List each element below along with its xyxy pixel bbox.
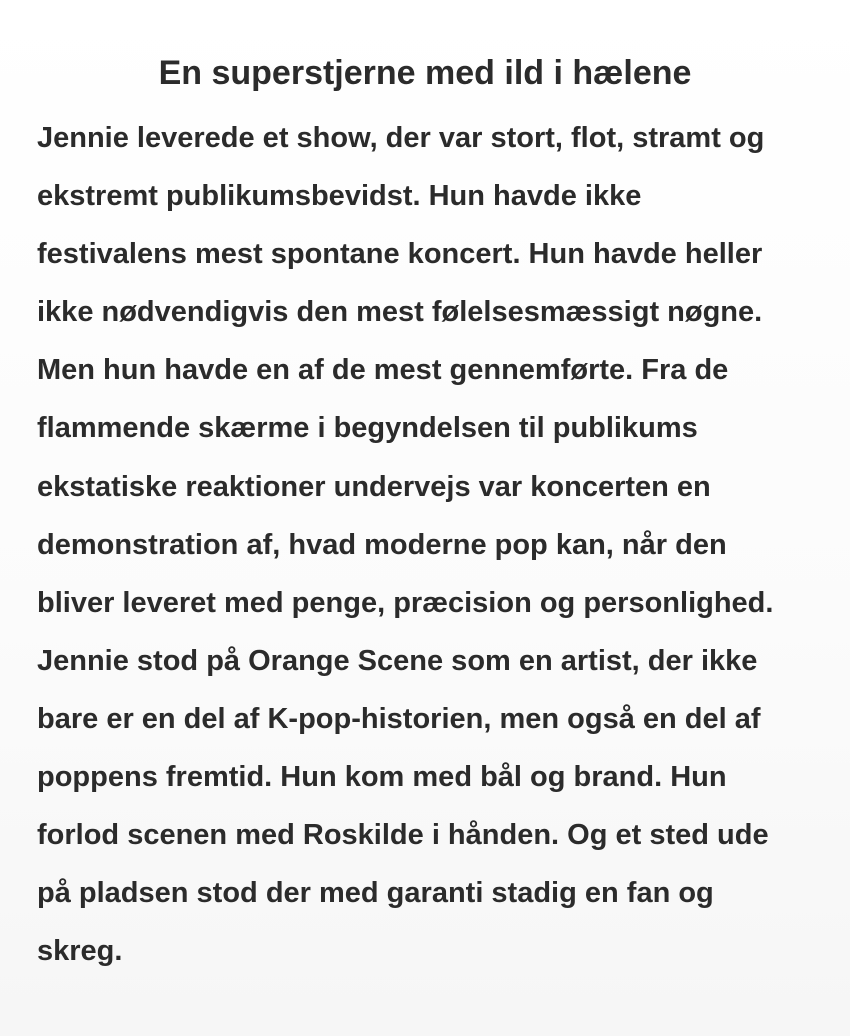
body-line: ikke nødvendigvis den mest følelsesmæssigt nøgne. bbox=[37, 296, 763, 329]
body-line: Men hun havde en af de mest gennemførte. Fra de bbox=[37, 354, 729, 387]
body-line: på pladsen stod der med garanti stadig en fan og bbox=[37, 877, 714, 910]
section-heading: En superstjerne med ild i hælene bbox=[158, 54, 692, 92]
body-line: bare er en del af K-pop-historien, men også en del af bbox=[37, 702, 761, 735]
body-line: Jennie stod på Orange Scene som en artist, der ikke bbox=[37, 644, 758, 677]
body-line: festivalens mest spontane koncert. Hun havde heller bbox=[37, 238, 763, 271]
body-line: poppens fremtid. Hun kom med bål og brand. Hun bbox=[37, 761, 727, 794]
body-line: ekstremt publikumsbevidst. Hun havde ikke bbox=[37, 180, 642, 213]
body-line: forlod scenen med Roskilde i hånden. Og et sted ude bbox=[37, 819, 769, 852]
body-line: demonstration af, hvad moderne pop kan, når den bbox=[37, 528, 727, 561]
body-line: flammende skærme i begyndelsen til publikums bbox=[37, 412, 698, 445]
body-line: skreg. bbox=[37, 935, 123, 968]
body-line: Jennie leverede et show, der var stort, flot, stramt og bbox=[37, 122, 765, 154]
body-line: ekstatiske reaktioner undervejs var koncerten en bbox=[37, 470, 711, 503]
body-line: bliver leveret med penge, præcision og personlighed. bbox=[37, 586, 774, 619]
article-body bbox=[37, 109, 837, 980]
